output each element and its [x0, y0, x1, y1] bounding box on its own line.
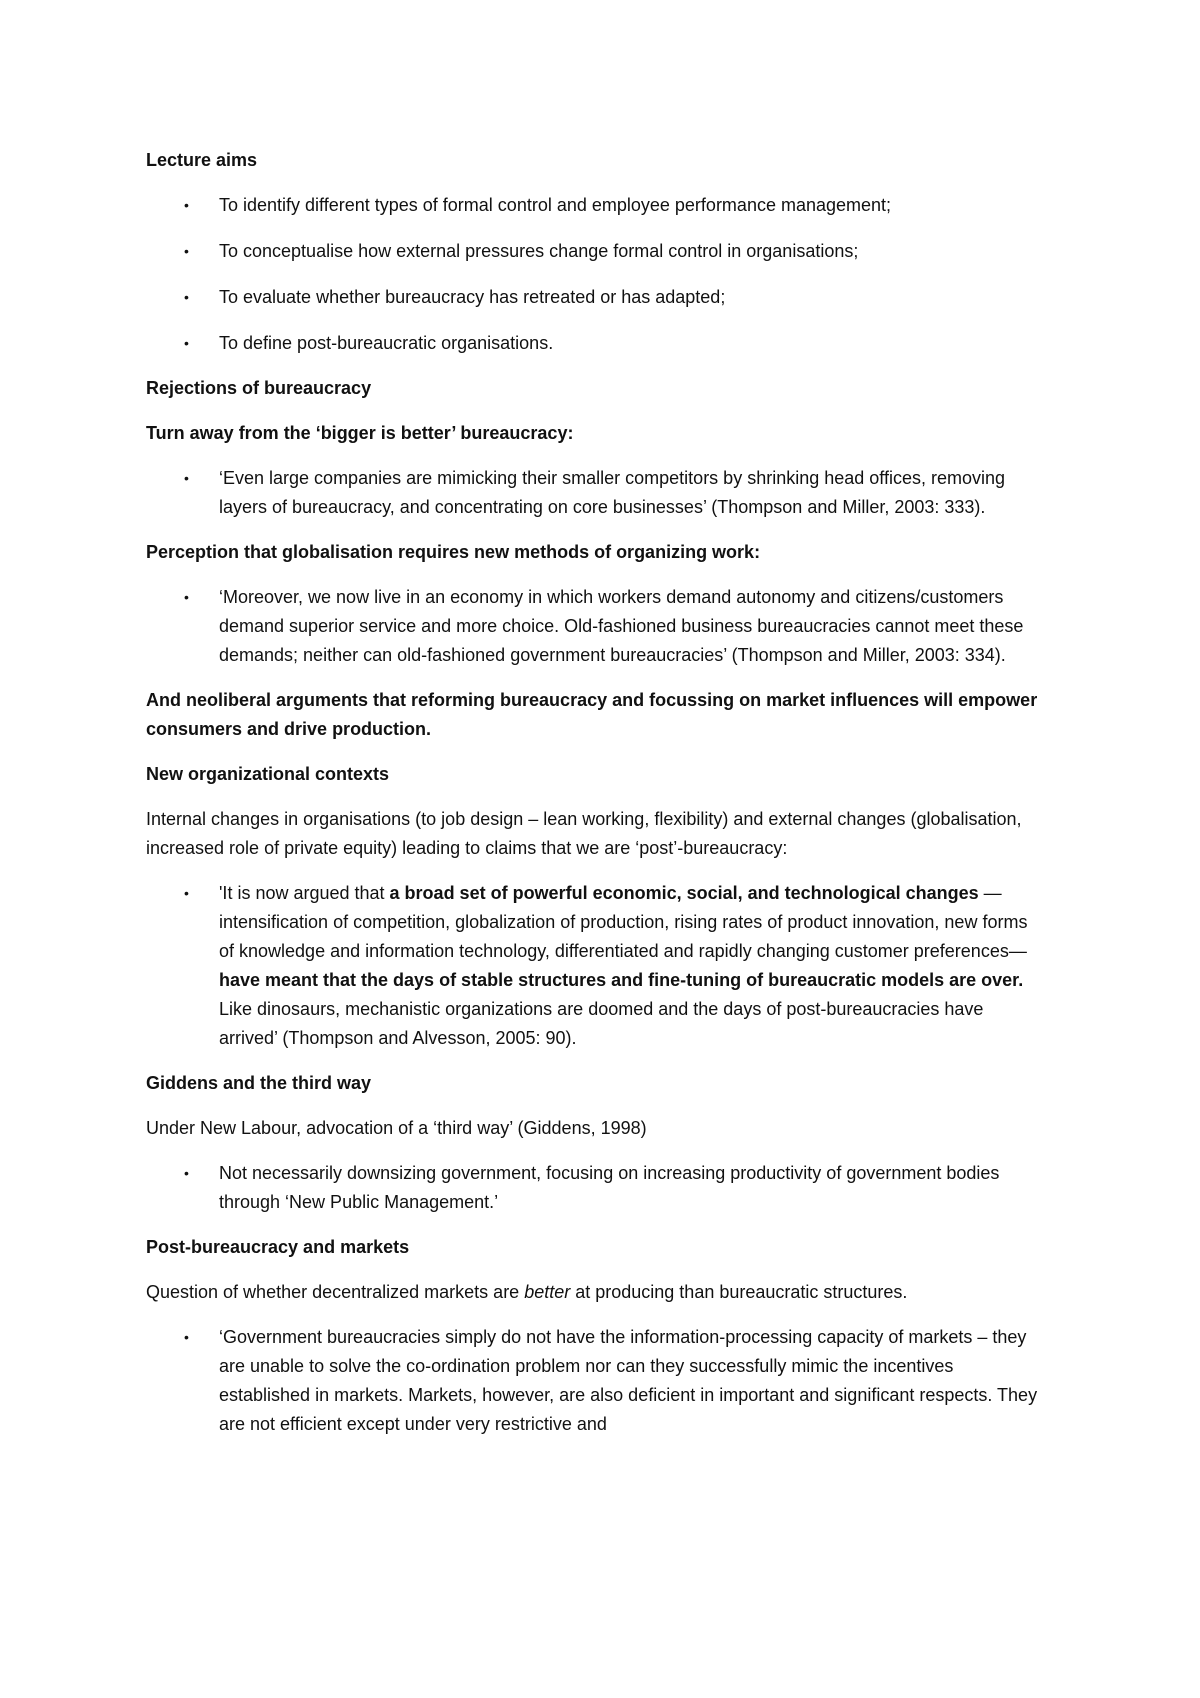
list-item: • 'It is now argued that a broad set of powerful economic, social, and technological changes —intensification of competition, globalization of production, rising rates of product innovation, new forms of knowledge and information technology, differentiated and rapidly changing customer preferences—have meant that the days of stable structures and fine-tuning of bureaucratic models are over. Like dinosaurs, mechanistic organizations are doomed and the days of post-bureaucracies have arrived’ (Thompson and Alvesson, 2005: 90). — [146, 879, 1046, 1053]
list-item: • Not necessarily downsizing government, focusing on increasing productivity of government bodies through ‘New Public Management.’ — [146, 1159, 1046, 1217]
neoliberal-arguments: And neoliberal arguments that reforming bureaucracy and focussing on market influences will empower consumers and drive production. — [146, 690, 1038, 739]
markets-quote-list — [146, 1323, 1046, 1439]
third-way-paragraph: Under New Labour, advocation of a ‘third way’ (Giddens, 1998) — [146, 1118, 647, 1138]
bullet-icon: • — [184, 470, 189, 486]
new-contexts-quote-list — [146, 879, 1046, 1053]
document-body — [146, 146, 1046, 1455]
bullet-icon: • — [184, 243, 189, 259]
bullet-icon: • — [184, 1165, 189, 1181]
bullet-icon: • — [184, 1329, 189, 1345]
markets-paragraph: Question of whether decentralized markets are better at producing than bureaucratic structures. — [146, 1282, 908, 1302]
heading-lecture-aims: Lecture aims — [146, 150, 258, 170]
list-item: • ‘Even large companies are mimicking their smaller competitors by shrinking head offices, removing layers of bureaucracy, and concentrating on core businesses’ (Thompson and Miller, 2003: 333). — [146, 464, 1046, 522]
bullet-icon: • — [184, 289, 189, 305]
subheading-bigger-is-better: Turn away from the ‘bigger is better’ bureaucracy: — [146, 423, 574, 443]
bullet-icon: • — [184, 335, 189, 351]
rejections-quote-list-2 — [146, 583, 1046, 670]
heading-third-way: Giddens and the third way — [146, 1073, 372, 1093]
new-contexts-paragraph: Internal changes in organisations (to job design – lean working, flexibility) and external changes (globalisation, increased role of private equity) leading to claims that we are ‘post’-bureaucracy: — [146, 809, 1022, 858]
list-item: • To conceptualise how external pressures change formal control in organisations; — [146, 237, 1046, 266]
bullet-icon: • — [184, 197, 189, 213]
list-item: • To evaluate whether bureaucracy has retreated or has adapted; — [146, 283, 1046, 312]
subheading-globalisation: Perception that globalisation requires new methods of organizing work: — [146, 542, 761, 562]
bullet-icon: • — [184, 885, 189, 901]
list-item: • To define post-bureaucratic organisations. — [146, 329, 1046, 358]
list-item: • ‘Moreover, we now live in an economy in which workers demand autonomy and citizens/customers demand superior service and more choice. Old-fashioned business bureaucracies cannot meet these demands; neither can old-fashioned government bureaucracies’ (Thompson and Miller, 2003: 334). — [146, 583, 1046, 670]
third-way-list — [146, 1159, 1046, 1217]
heading-post-bureaucracy-markets: Post-bureaucracy and markets — [146, 1237, 410, 1257]
bullet-icon: • — [184, 589, 189, 605]
heading-rejections: Rejections of bureaucracy — [146, 378, 372, 398]
rejections-quote-list-1 — [146, 464, 1046, 522]
list-item: • To identify different types of formal control and employee performance management; — [146, 191, 1046, 220]
heading-new-contexts: New organizational contexts — [146, 764, 390, 784]
list-item: • ‘Government bureaucracies simply do not have the information-processing capacity of markets – they are unable to solve the co-ordination problem nor can they successfully mimic the incentives established in markets. Markets, however, are also deficient in important and significant respects. They are not efficient except under very restrictive and — [146, 1323, 1046, 1439]
lecture-aims-list — [146, 191, 1046, 358]
